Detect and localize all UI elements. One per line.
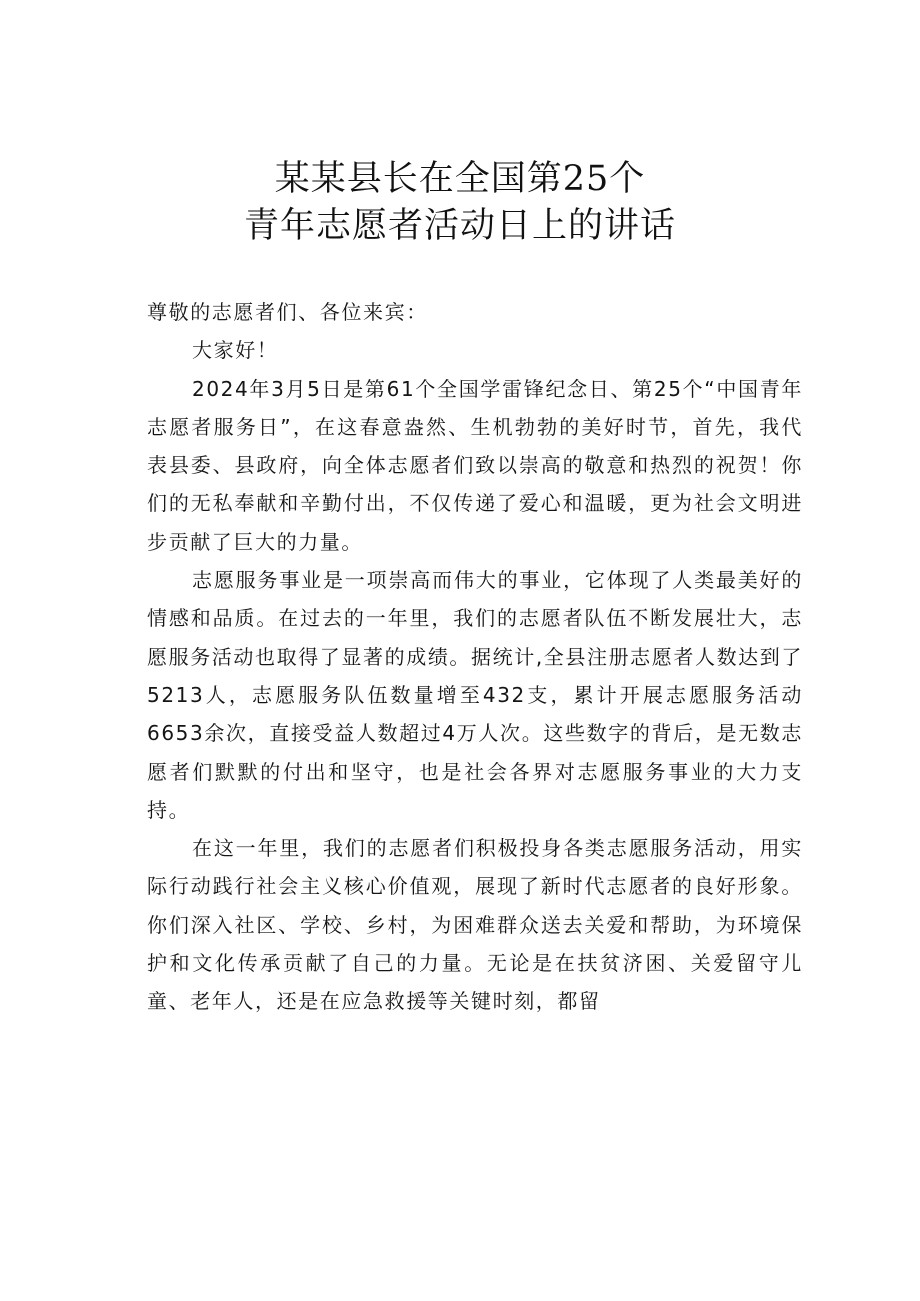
title-line-2: 青年志愿者活动日上的讲话 (243, 206, 676, 246)
paragraph-2: 志愿服务事业是一项崇高而伟大的事业，它体现了人类最美好的情感和品质。在过去的一年里，我们的志愿者队伍不断发展壮大，志愿服务活动也取得了显著的成绩。据统计,全县注册志愿者人数达到了5213人，志愿服务队伍数量增至432支，累计开展志愿服务活动6653余次，直接受益人数超过4万人次。这些数字的背后，是无数志愿者们默默的付出和坚守，也是社会各界对志愿服务事业的大力支持。 (147, 568, 803, 822)
title-line-1: 某某县长在全国第25个 (274, 159, 646, 199)
paragraph-3: 在这一年里，我们的志愿者们积极投身各类志愿服务活动，用实际行动践行社会主义核心价值观，展现了新时代志愿者的良好形象。你们深入社区、学校、乡村，为困难群众送去关爱和帮助，为环境保护和文化传承贡献了自己的力量。无论是在扶贫济困、关爱留守儿童、老年人，还是在应急救援等关键时刻，都留 (147, 836, 803, 1014)
document-title (0, 156, 920, 250)
greeting: 大家好！ (192, 338, 279, 363)
speech-body (147, 293, 803, 1021)
paragraph-1: 2024年3月5日是第61个全国学雷锋纪念日、第25个“中国青年志愿者服务日”，在这春意盎然、生机勃勃的美好时节，首先，我代表县委、县政府，向全体志愿者们致以崇高的敬意和热烈的祝贺！你们的无私奉献和辛勤付出，不仅传递了爱心和温暖，更为社会文明进步贡献了巨大的力量。 (147, 376, 803, 554)
salutation: 尊敬的志愿者们、各位来宾： (147, 300, 428, 324)
